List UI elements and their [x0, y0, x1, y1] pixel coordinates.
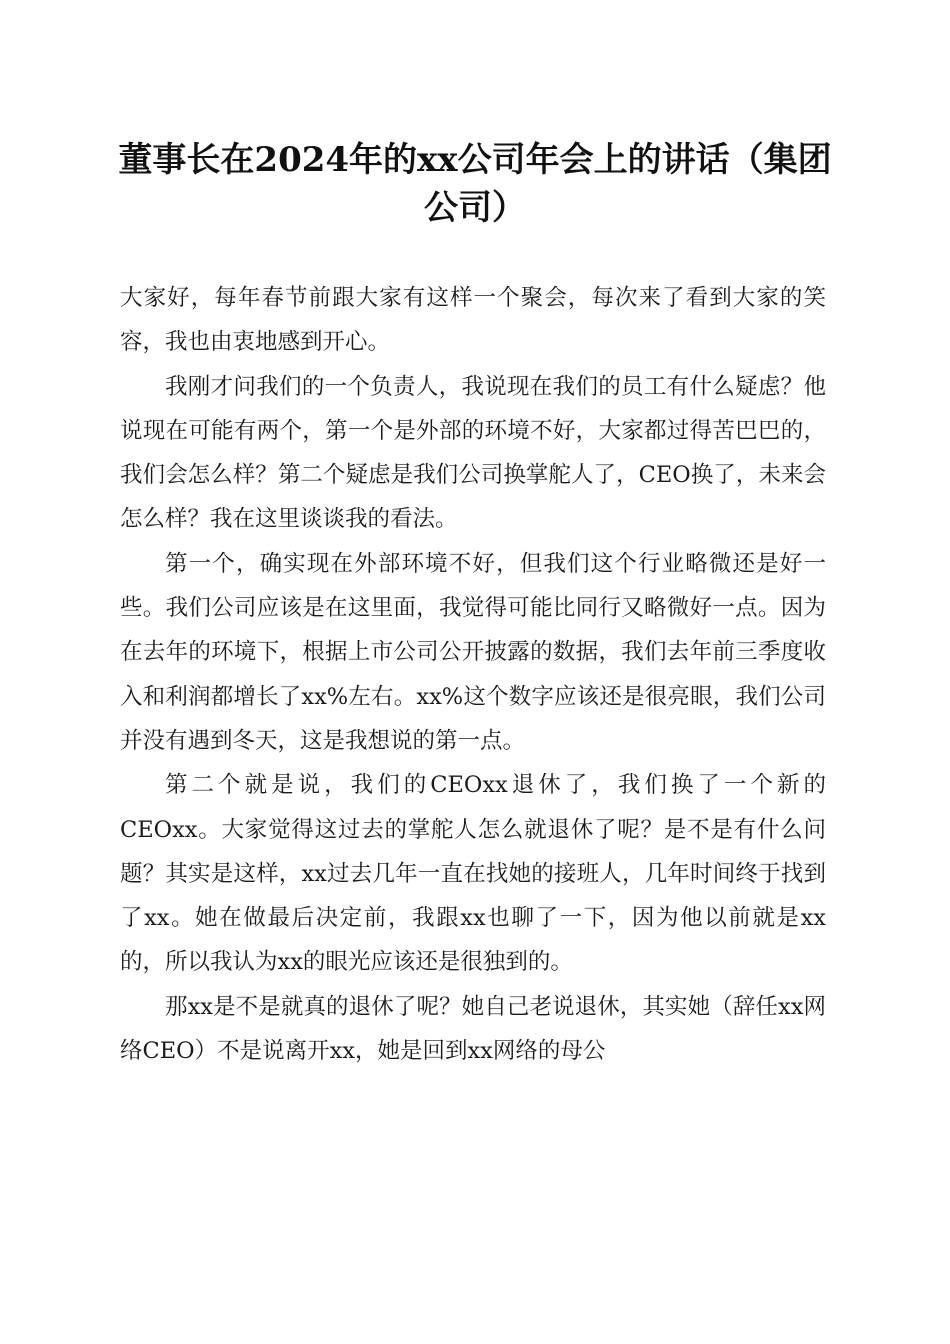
document-title: 董事长在2024年的xx公司年会上的讲话（集团公司） — [118, 140, 832, 228]
document-body — [120, 276, 826, 1073]
paragraph-3: 第一个，确实现在外部环境不好，但我们这个行业略微还是好一些。我们公司应该是在这里面，我觉得可能比同行又略微好一点。因为在去年的环境下，根据上市公司公开披露的数据，我们去年前三季度收入和利润都增长了xx%左右。xx%这个数字应该还是很亮眼，我们公司并没有遇到冬天，这是我想说的第一点。 — [120, 550, 826, 754]
paragraph-1: 大家好，每年春节前跟大家有这样一个聚会，每次来了看到大家的笑容，我也由衷地感到开心。 — [120, 285, 826, 356]
paragraph-4: 第二个就是说，我们的CEOxx退休了，我们换了一个新的CEOxx。大家觉得这过去的掌舵人怎么就退休了呢？是不是有什么问题？其实是这样，xx过去几年一直在找她的接班人，几年时间终于找到了xx。她在做最后决定前，我跟xx也聊了一下，因为他以前就是xx的，所以我认为xx的眼光应该还是很独到的。 — [120, 772, 826, 976]
paragraph-5: 那xx是不是就真的退休了呢？她自己老说退休，其实她（辞任xx网络CEO）不是说离开xx，她是回到xx网络的母公 — [120, 993, 826, 1065]
paragraph-2: 我刚才问我们的一个负责人，我说现在我们的员工有什么疑虑？他说现在可能有两个，第一个是外部的环境不好，大家都过得苦巴巴的，我们会怎么样？第二个疑虑是我们公司换掌舵人了，CEO换了，未来会怎么样？我在这里谈谈我的看法。 — [120, 373, 826, 533]
